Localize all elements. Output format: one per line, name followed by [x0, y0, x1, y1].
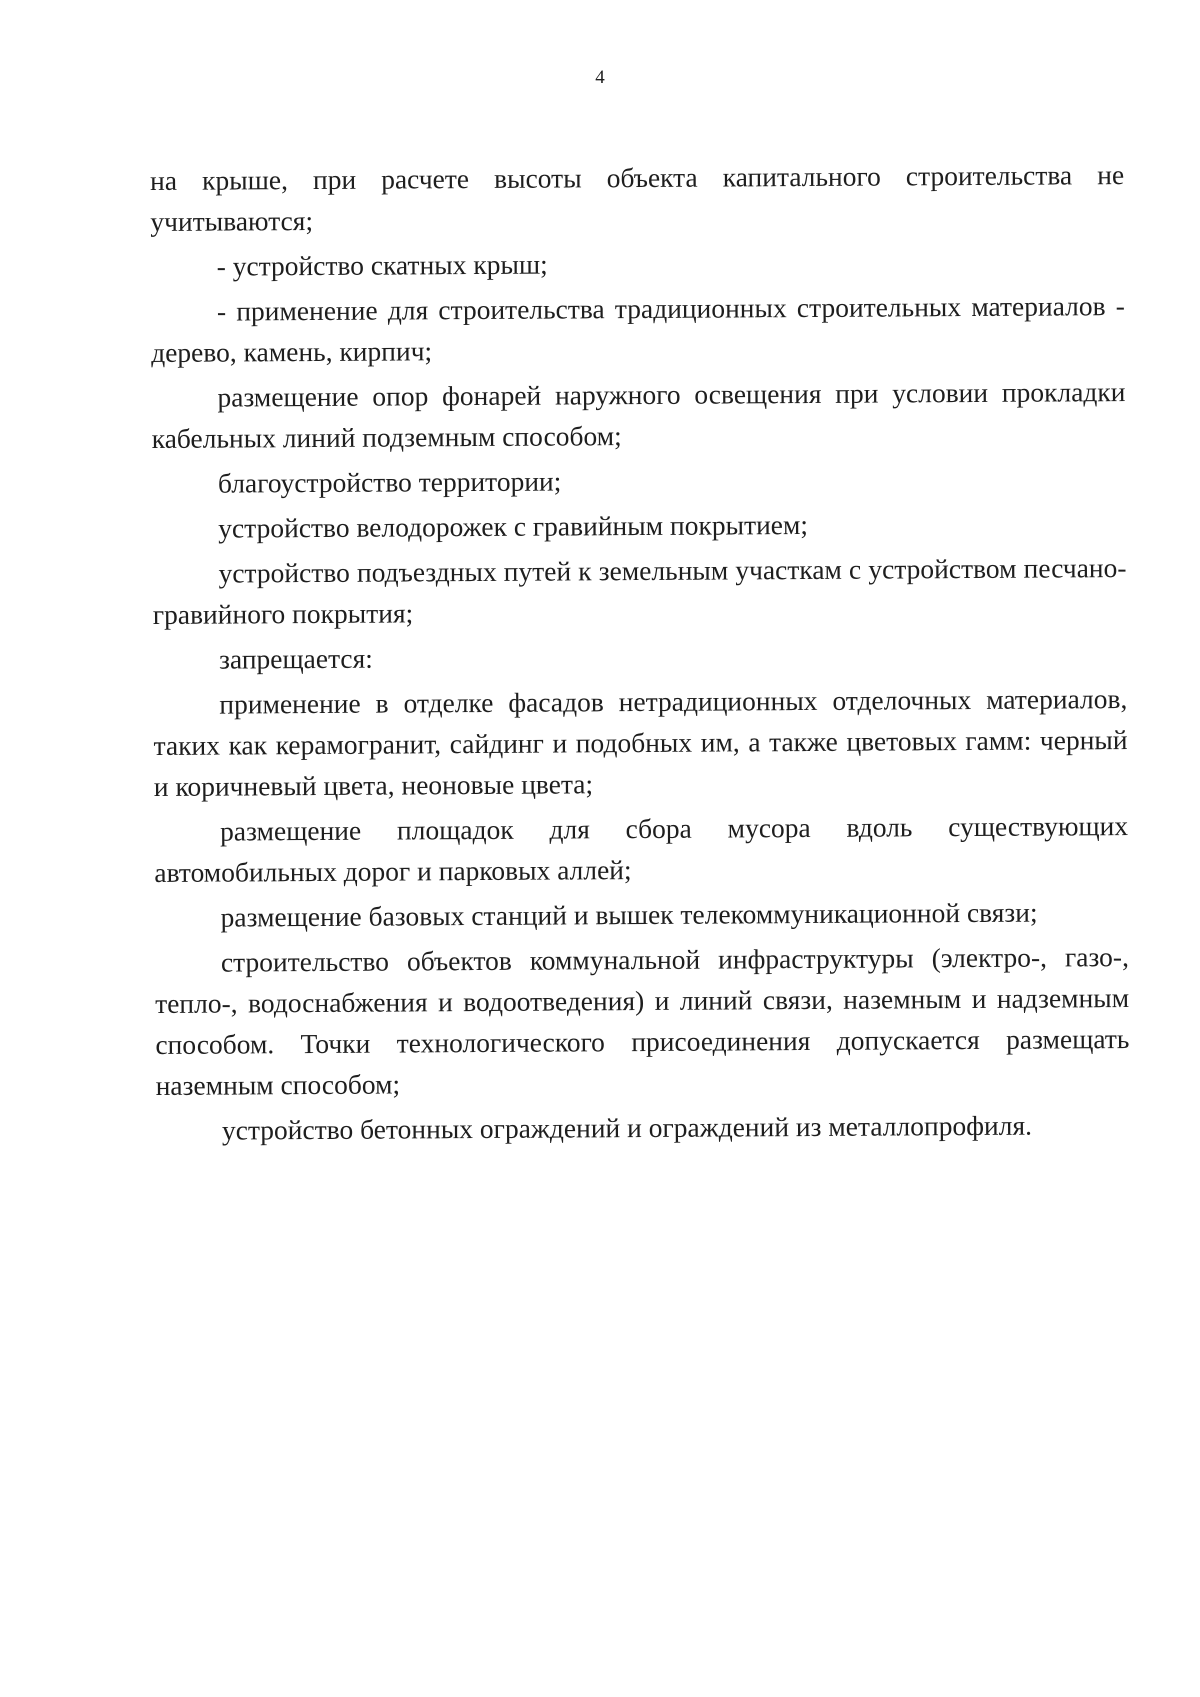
paragraph-garbage-sites: размещение площадок для сбора мусора вдоль существующих автомобильных дорог и парковых аллей; [154, 810, 1129, 888]
paragraph-street-lights: размещение опор фонарей наружного освещения при условии прокладки кабельных линий подземным способом; [151, 376, 1126, 454]
paragraph-landscaping: благоустройство территории; [217, 465, 562, 499]
paragraph-fences: устройство бетонных ограждений и ограждений из металлопрофиля. [221, 1109, 1033, 1146]
page-number: 4 [595, 67, 605, 88]
paragraph-base-stations: размещение базовых станций и вышек телекоммуникационной связи; [220, 896, 1038, 933]
paragraph-access-roads: устройство подъездных путей к земельным участкам с устройством песчано-гравийного покрытия; [152, 552, 1127, 630]
paragraph-pitched-roofs: - устройство скатных крыш; [216, 248, 548, 282]
paragraph-roof-height: на крыше, при расчете высоты объекта капитального строительства не учитываются; [150, 159, 1125, 237]
paragraph-traditional-materials: - применение для строительства традиционных строительных материалов - дерево, камень, кирпич; [151, 290, 1126, 368]
paragraph-bike-paths: устройство велодорожек с гравийным покрытием; [218, 508, 809, 544]
paragraph-utility-infrastructure: строительство объектов коммунальной инфраструктуры (электро-, газо-, тепло-, водоснабжения и водоотведения) и линий связи, наземным и надземным способом. Точки технологического присоединения допускается размещать наземным способом; [155, 941, 1130, 1101]
document-body [150, 154, 1130, 1155]
paragraph-prohibited-heading: запрещается: [218, 642, 373, 675]
paragraph-facade-materials: применение в отделке фасадов нетрадиционных отделочных материалов, таких как керамогранит, сайдинг и подобных им, а также цветовых гамм: черный и коричневый цвета, неоновые цвета; [153, 683, 1128, 802]
